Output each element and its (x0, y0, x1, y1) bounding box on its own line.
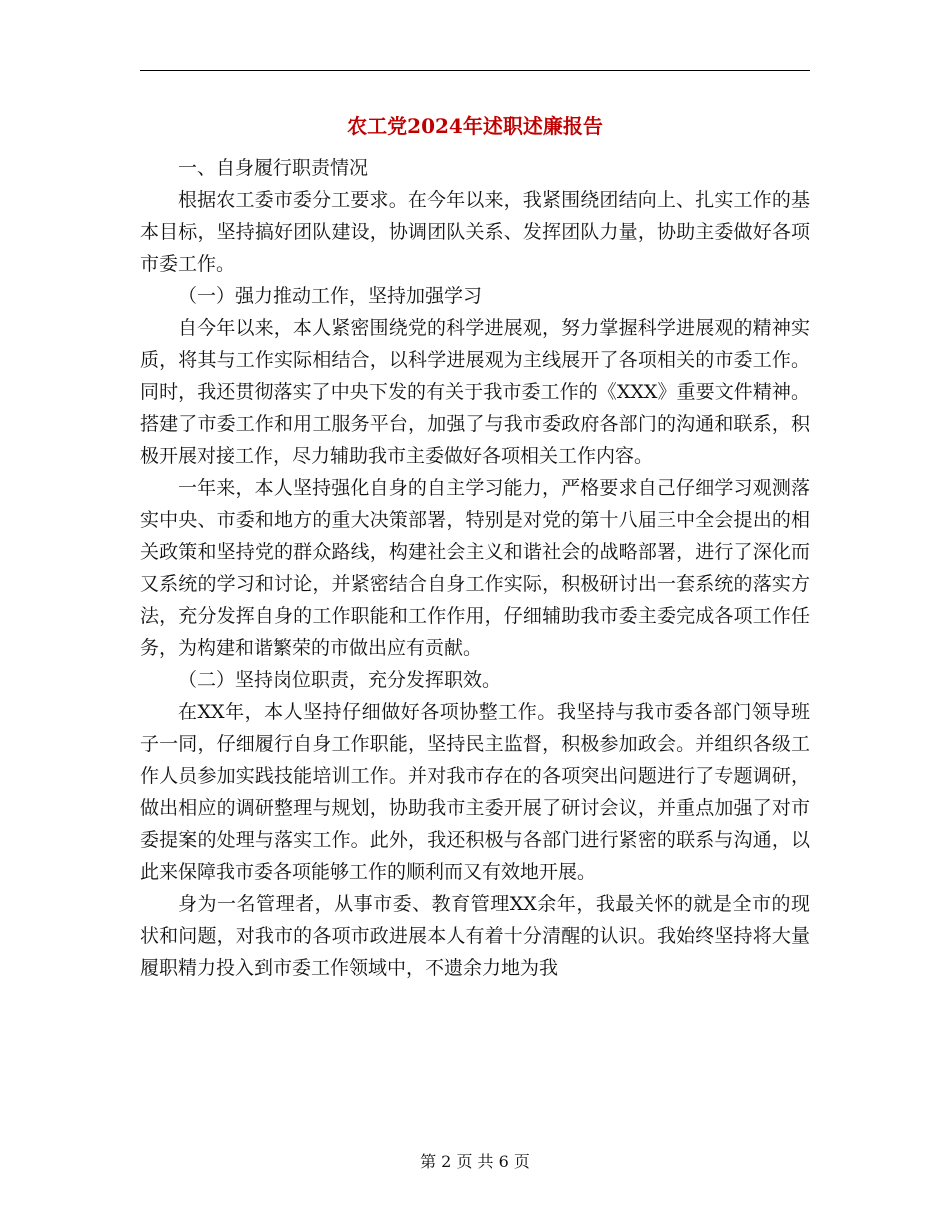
body-paragraph: 一年来，本人坚持强化自身的自主学习能力，严格要求自己仔细学习观测落实中央、市委和地方的重大决策部署，特别是对党的第十八届三中全会提出的相关政策和坚持党的群众路线，构建社会主义和谐社会的战略部署，进行了深化而又系统的学习和讨论，并紧密结合自身工作实际，积极研讨出一套系统的落实方法，充分发挥自身的工作职能和工作作用，仔细辅助我市委主委完成各项工作任务，为构建和谐繁荣的市做出应有贡献。 (140, 477, 810, 659)
body-paragraph: 在XX年，本人坚持仔细做好各项协整工作。我坚持与我市委各部门领导班子一同，仔细履行自身工作职能，坚持民主监督，积极参加政会。并组织各级工作人员参加实践技能培训工作。并对我市存在的各项突出问题进行了专题调研，做出相应的调研整理与规划，协助我市主委开展了研讨会议，并重点加强了对市委提案的处理与落实工作。此外，我还积极与各部门进行紧密的联系与沟通，以此来保障我市委各项能够工作的顺利而又有效地开展。 (140, 701, 810, 883)
body-paragraph: 身为一名管理者，从事市委、教育管理XX余年，我最关怀的就是全市的现状和问题，对我市的各项市政进展本人有着十分清醒的认识。我始终坚持将大量履职精力投入到市委工作领域中，不遗余力地为我 (140, 893, 810, 979)
subsection-heading: （二）坚持岗位职责，充分发挥职效。 (178, 669, 502, 691)
subsection-heading: （一）强力推动工作，坚持加强学习 (178, 285, 483, 307)
body-paragraph: 根据农工委市委分工要求。在今年以来，我紧围绕团结向上、扎实工作的基本目标，坚持搞好团队建设，协调团队关系、发挥团队力量，协助主委做好各项市委工作。 (140, 189, 810, 275)
document-title: 农工党2024年述职述廉报告 (347, 114, 603, 138)
header-rule (140, 70, 810, 71)
body-paragraph: 自今年以来，本人紧密围绕党的科学进展观，努力掌握科学进展观的精神实质，将其与工作实际相结合，以科学进展观为主线展开了各项相关的市委工作。同时，我还贯彻落实了中央下发的有关于我市委工作的《XXX》重要文件精神。搭建了市委工作和用工服务平台，加强了与我市委政府各部门的沟通和联系，积极开展对接工作，尽力辅助我市主委做好各项相关工作内容。 (140, 317, 810, 467)
section-heading: 一、自身履行职责情况 (178, 157, 369, 179)
page-number: 第 2 页 共 6 页 (420, 1152, 530, 1171)
document-body (140, 152, 810, 984)
page-footer (140, 1150, 810, 1174)
